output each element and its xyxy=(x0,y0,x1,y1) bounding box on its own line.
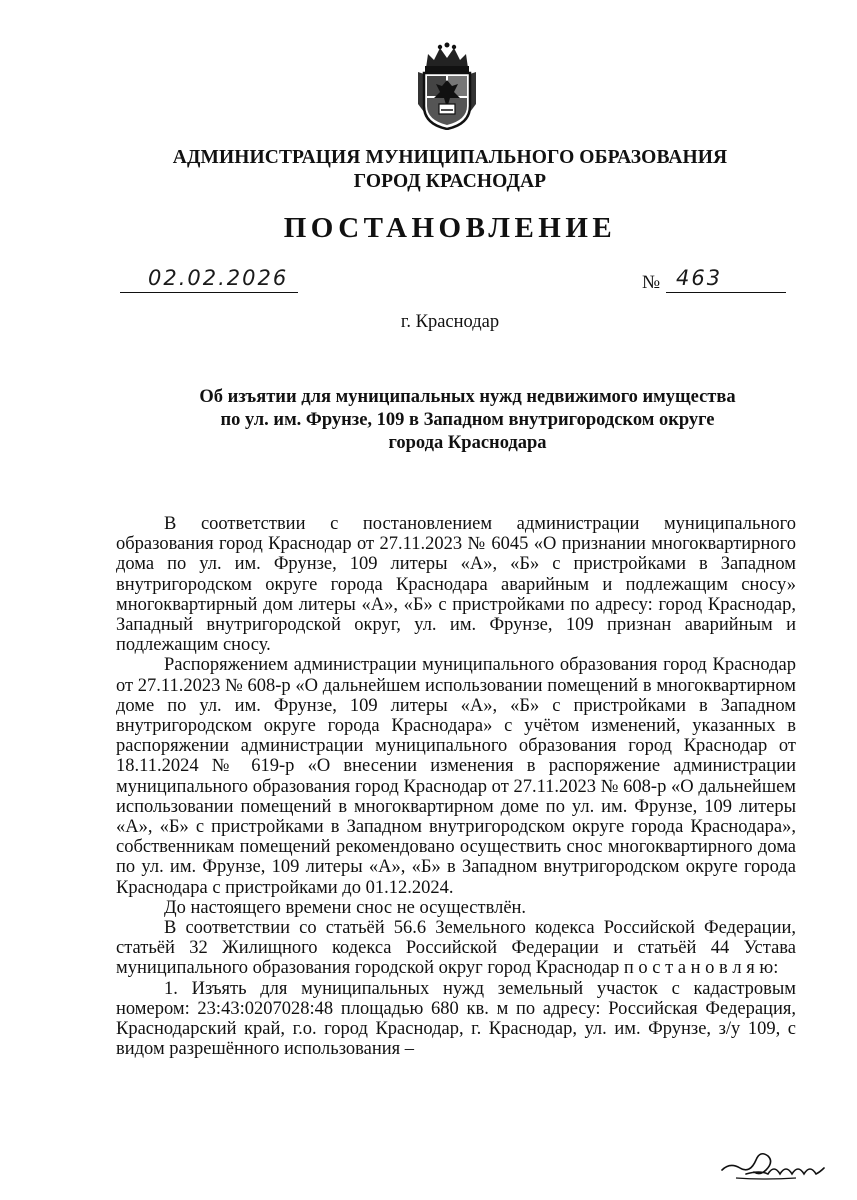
body-paragraph-4: В соответствии со статьёй 56.6 Земельного кодекса Российской Федерации, статьёй 32 Жилищного кодекса Российской Федерации и статьёй 44 Устава муниципального образования городской округ город Краснодар п о с т а н о в л я ю: xyxy=(116,918,796,979)
body-paragraph-3: До настоящего времени снос не осуществлён. xyxy=(164,897,527,918)
city-line: г. Краснодар xyxy=(400,312,500,332)
document-date: 02.02.2026 xyxy=(148,266,289,290)
body-paragraph-5: 1. Изъять для муниципальных нужд земельный участок с кадастровым номером: 23:43:0207028:48 площадью 680 кв. м по адресу: Российская Федерация, Краснодарский край, г.о. город Краснодар, г. Краснодар, ул. им. Фрунзе, з/у 109, с видом разрешённого использования – xyxy=(116,978,796,1060)
organization-name-line1: АДМИНИСТРАЦИЯ МУНИЦИПАЛЬНОГО ОБРАЗОВАНИЯ xyxy=(172,147,728,168)
document-type-title: ПОСТАНОВЛЕНИЕ xyxy=(283,212,617,244)
number-field xyxy=(666,264,786,293)
organization-name-line2: ГОРОД КРАСНОДАР xyxy=(353,171,547,192)
handwritten-signature xyxy=(716,1140,826,1184)
number-sign: № xyxy=(642,272,661,293)
date-field xyxy=(120,264,298,293)
subject-line2: по ул. им. Фрунзе, 109 в Западном внутригородском округе xyxy=(220,410,715,430)
document-number: 463 xyxy=(676,266,723,290)
body-paragraph-2: Распоряжением администрации муниципального образования город Краснодар от 27.11.2023 № 608-р «О дальнейшем использовании помещений в многоквартирном доме по ул. им. Фрунзе, 109 литеры «А», «Б» с пристройками в Западном внутригородском округе города Краснодара» с учётом изменений, указанных в распоряжении администрации муниципального образования город Краснодар от 18.11.2024 № 619-р «О внесении изменения в распоряжение администрации муниципального образования город Краснодар от 27.11.2023 № 608-р «О дальнейшем использовании помещений в многоквартирном доме по ул. им. Фрунзе, 109 литеры «А», «Б» с пристройками в Западном внутригородском округе города Краснодара», собственникам помещений рекомендовано осуществить снос многоквартирного дома по ул. им. Фрунзе, 109 литеры «А», «Б» в Западном внутригородском округе города Краснодара с пристройками до 01.12.2024. xyxy=(116,655,796,898)
subject-line3: города Краснодара xyxy=(388,433,547,453)
subject-line1: Об изъятии для муниципальных нужд недвижимого имущества xyxy=(199,387,736,407)
body-paragraph-1: В соответствии с постановлением администрации муниципального образования город Краснодар от 27.11.2023 № 6045 «О признании многоквартирного дома по ул. им. Фрунзе, 109 литеры «А», «Б» с пристройками в Западном внутригородском округе города Краснодара аварийным и подлежащим сносу» многоквартирный дом литеры «А», «Б» с пристройками по адресу: город Краснодар, Западный внутригородской округ, ул. им. Фрунзе, 109 признан аварийным и подлежащим сносу. xyxy=(116,514,796,656)
organization-name xyxy=(0,146,857,194)
document-subject xyxy=(0,386,857,455)
coat-of-arms-emblem xyxy=(414,42,480,130)
document-body xyxy=(116,514,796,1059)
